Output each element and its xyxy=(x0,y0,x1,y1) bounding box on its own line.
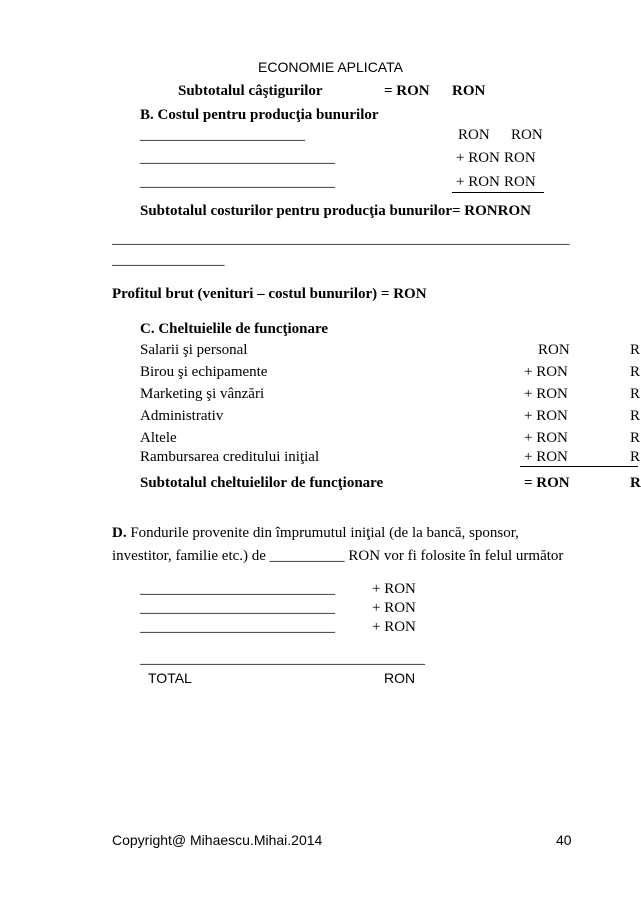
separator-line: _____________________________________________________________ xyxy=(112,231,570,247)
fund-row-blank: __________________________ xyxy=(140,581,335,597)
cost-row-value2: RON xyxy=(504,174,536,190)
expense-row-value: + RON xyxy=(524,364,568,380)
expense-row-edge: R xyxy=(630,408,641,424)
cost-row-blank: __________________________ xyxy=(140,174,335,190)
expense-sum-rule xyxy=(520,466,638,467)
section-d-paragraph-line: investitor, familie etc.) de __________ RON vor fi folosite în felul următor xyxy=(112,548,564,564)
expense-row-edge: R xyxy=(630,364,641,380)
earnings-subtotal-eq: = RON xyxy=(384,83,430,99)
section-d-paragraph-line xyxy=(112,526,519,541)
page-header-title: ECONOMIE APLICATA xyxy=(258,59,403,75)
section-b-title: B. Costul pentru producţia bunurilor xyxy=(140,107,379,123)
fund-row-value: + RON xyxy=(372,619,416,635)
fund-row-value: + RON xyxy=(372,600,416,616)
section-d-text: Fondurile provenite din împrumutul iniţial (de la bancă, sponsor, xyxy=(126,525,519,541)
cost-row-value2: RON xyxy=(504,150,536,166)
total-rule: ______________________________________ xyxy=(140,651,425,667)
earnings-subtotal-ron: RON xyxy=(452,83,486,99)
total-value: RON xyxy=(384,670,416,686)
fund-row-value: + RON xyxy=(372,581,416,597)
expense-row-value: RON xyxy=(538,342,570,358)
expense-row-label: Rambursarea creditului iniţial xyxy=(140,449,320,465)
cost-row-value: + RON xyxy=(456,174,500,190)
gross-profit-label: Profitul brut (venituri – costul bunurilor) = RON xyxy=(112,286,427,302)
cost-row-value: + RON xyxy=(456,150,500,166)
expense-row-edge: R xyxy=(630,430,641,446)
expense-row-label: Altele xyxy=(140,430,177,446)
section-c-title: C. Cheltuielile de funcţionare xyxy=(140,321,329,337)
cost-subtotal: Subtotalul costurilor pentru producţia bunurilor= RONRON xyxy=(140,203,531,219)
expense-row-label: Birou şi echipamente xyxy=(140,364,268,380)
expense-row-label: Administrativ xyxy=(140,408,224,424)
expense-row-edge: R xyxy=(630,449,641,465)
expense-row-edge: R xyxy=(630,386,641,402)
cost-row-value2: RON xyxy=(511,127,543,143)
total-label: TOTAL xyxy=(148,670,192,686)
fund-row-blank: __________________________ xyxy=(140,619,335,635)
expense-row-edge: R xyxy=(630,342,641,358)
page-number: 40 xyxy=(556,832,572,848)
expense-subtotal-edge: R xyxy=(630,475,641,491)
expense-row-label: Marketing şi vânzări xyxy=(140,386,265,402)
cost-row-blank: __________________________ xyxy=(140,150,335,166)
earnings-subtotal-label: Subtotalul câştigurilor xyxy=(178,83,323,99)
cost-sum-rule xyxy=(452,192,544,193)
expense-subtotal-value: = RON xyxy=(524,475,570,491)
expense-row-value: + RON xyxy=(524,408,568,424)
expense-row-value: + RON xyxy=(524,386,568,402)
expense-row-label: Salarii şi personal xyxy=(140,342,248,358)
cost-row-value: RON xyxy=(458,127,490,143)
expense-subtotal-label: Subtotalul cheltuielilor de funcţionare xyxy=(140,475,384,491)
section-d-prefix: D. xyxy=(112,525,127,541)
footer-copyright: Copyright@ Mihaescu.Mihai.2014 xyxy=(112,832,323,848)
expense-row-value: + RON xyxy=(524,430,568,446)
cost-row-blank: ______________________ xyxy=(140,127,305,143)
fund-row-blank: __________________________ xyxy=(140,600,335,616)
separator-line: _______________ xyxy=(112,252,225,268)
expense-row-value: + RON xyxy=(524,449,568,465)
